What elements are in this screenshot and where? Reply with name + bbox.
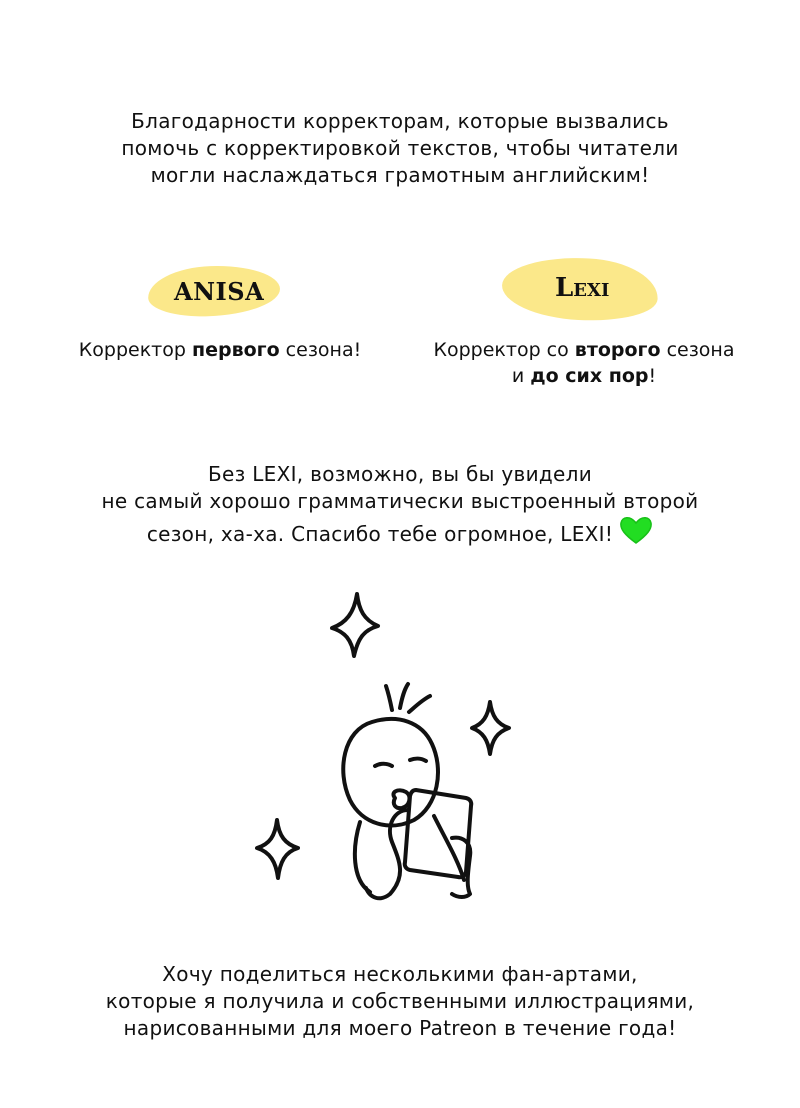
character-with-phone-drawing bbox=[240, 580, 540, 910]
role-lexi-line2-prefix: и bbox=[511, 365, 531, 387]
intro-line-1: Благодарности корректорам, которые вызвались bbox=[131, 109, 669, 133]
role-anisa-line bbox=[60, 337, 380, 363]
role-anisa-bold: первого bbox=[191, 339, 280, 361]
outro-line-2: которые я получила и собственными иллюстрациями, bbox=[105, 989, 695, 1013]
sparkle-icon bbox=[472, 702, 509, 754]
proofreader-name-lexi: Lexi bbox=[555, 273, 610, 303]
sparkle-icon bbox=[332, 594, 378, 656]
role-lexi-line-2 bbox=[424, 363, 744, 389]
proofreader-name-anisa: ANISA bbox=[174, 277, 265, 306]
lexi-note-line-2: не самый хорошо грамматически выстроенный второй bbox=[101, 489, 699, 513]
lexi-note-line-3 bbox=[0, 515, 800, 548]
lexi-note-line-1: Без LEXI, возможно, вы бы увидели bbox=[208, 462, 592, 486]
role-lexi-line1-suffix: сезона bbox=[660, 339, 735, 361]
sparkle-icon bbox=[257, 820, 298, 878]
role-lexi-line2-bold: до сих пор bbox=[530, 365, 649, 387]
outro-line-3: нарисованными для моего Patreon в течение года! bbox=[123, 1016, 677, 1040]
heart-icon bbox=[619, 515, 653, 545]
role-anisa-prefix: Корректор bbox=[78, 339, 192, 361]
proofreader-role-lexi bbox=[424, 337, 744, 389]
lexi-thanks-text bbox=[0, 461, 800, 548]
proofreader-role-anisa bbox=[60, 337, 380, 363]
role-lexi-line-1 bbox=[424, 337, 744, 363]
phone-icon bbox=[405, 790, 472, 877]
outro-text bbox=[0, 961, 800, 1042]
role-anisa-suffix: сезона! bbox=[279, 339, 362, 361]
outro-line-1: Хочу поделиться несколькими фан-артами, bbox=[162, 962, 638, 986]
intro-text bbox=[0, 108, 800, 189]
role-lexi-line1-bold: второго bbox=[574, 339, 661, 361]
lexi-note-line-3-text: сезон, ха-ха. Спасибо тебе огромное, LEXI! bbox=[146, 522, 614, 546]
character-head bbox=[343, 719, 438, 826]
role-lexi-line2-suffix: ! bbox=[648, 365, 657, 387]
role-lexi-line1-prefix: Корректор со bbox=[433, 339, 575, 361]
intro-line-3: могли наслаждаться грамотным английским! bbox=[150, 163, 650, 187]
intro-line-2: помочь с корректировкой текстов, чтобы читатели bbox=[121, 136, 679, 160]
